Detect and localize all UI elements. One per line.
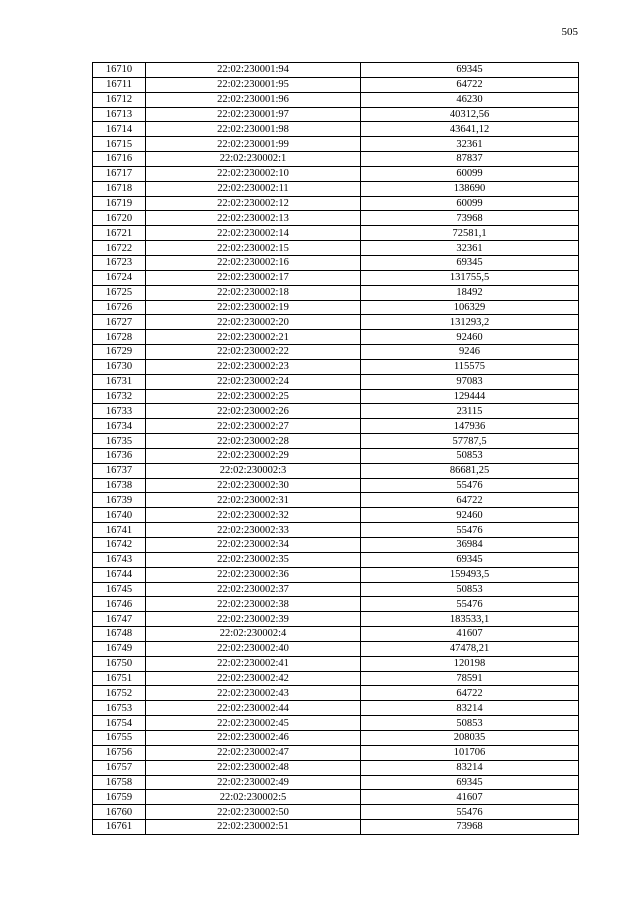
cadastral-number-cell: 22:02:230002:18: [146, 285, 361, 300]
table-row: [93, 92, 579, 107]
table-row: [93, 701, 579, 716]
row-number-cell: 16725: [93, 285, 146, 300]
table-row: [93, 181, 579, 196]
row-number-cell: 16734: [93, 419, 146, 434]
value-cell: 73968: [361, 211, 579, 226]
table-row: [93, 211, 579, 226]
row-number-cell: 16730: [93, 359, 146, 374]
table-row: [93, 508, 579, 523]
cadastral-number-cell: 22:02:230002:37: [146, 582, 361, 597]
cadastral-number-cell: 22:02:230002:26: [146, 404, 361, 419]
cadastral-number-cell: 22:02:230002:43: [146, 686, 361, 701]
row-number-cell: 16711: [93, 77, 146, 92]
table-row: [93, 196, 579, 211]
value-cell: 50853: [361, 716, 579, 731]
row-number-cell: 16727: [93, 315, 146, 330]
value-cell: 60099: [361, 196, 579, 211]
value-cell: 9246: [361, 345, 579, 360]
row-number-cell: 16732: [93, 389, 146, 404]
page-number: 505: [561, 26, 578, 38]
table-row: [93, 612, 579, 627]
row-number-cell: 16731: [93, 374, 146, 389]
table-row: [93, 538, 579, 553]
row-number-cell: 16712: [93, 92, 146, 107]
table-row: [93, 775, 579, 790]
value-cell: 115575: [361, 359, 579, 374]
value-cell: 23115: [361, 404, 579, 419]
cadastral-number-cell: 22:02:230002:51: [146, 820, 361, 835]
table-row: [93, 627, 579, 642]
row-number-cell: 16728: [93, 330, 146, 345]
row-number-cell: 16716: [93, 152, 146, 167]
table-row: [93, 107, 579, 122]
value-cell: 183533,1: [361, 612, 579, 627]
cadastral-number-cell: 22:02:230002:23: [146, 359, 361, 374]
table-row: [93, 597, 579, 612]
value-cell: 32361: [361, 137, 579, 152]
row-number-cell: 16739: [93, 493, 146, 508]
cadastral-number-cell: 22:02:230002:21: [146, 330, 361, 345]
cadastral-number-cell: 22:02:230002:31: [146, 493, 361, 508]
cadastral-number-cell: 22:02:230002:12: [146, 196, 361, 211]
value-cell: 60099: [361, 166, 579, 181]
row-number-cell: 16710: [93, 63, 146, 78]
cadastral-number-cell: 22:02:230002:42: [146, 671, 361, 686]
row-number-cell: 16726: [93, 300, 146, 315]
cadastral-number-cell: 22:02:230002:20: [146, 315, 361, 330]
cadastral-number-cell: 22:02:230002:36: [146, 567, 361, 582]
value-cell: 69345: [361, 775, 579, 790]
value-cell: 87837: [361, 152, 579, 167]
row-number-cell: 16735: [93, 434, 146, 449]
cadastral-number-cell: 22:02:230002:3: [146, 463, 361, 478]
cadastral-number-cell: 22:02:230002:15: [146, 241, 361, 256]
value-cell: 106329: [361, 300, 579, 315]
row-number-cell: 16718: [93, 181, 146, 196]
cadastral-number-cell: 22:02:230002:5: [146, 790, 361, 805]
row-number-cell: 16752: [93, 686, 146, 701]
value-cell: 73968: [361, 820, 579, 835]
value-cell: 97083: [361, 374, 579, 389]
value-cell: 129444: [361, 389, 579, 404]
table-row: [93, 567, 579, 582]
cadastral-number-cell: 22:02:230002:38: [146, 597, 361, 612]
row-number-cell: 16744: [93, 567, 146, 582]
value-cell: 41607: [361, 627, 579, 642]
cadastral-number-cell: 22:02:230002:24: [146, 374, 361, 389]
row-number-cell: 16738: [93, 478, 146, 493]
cadastral-number-cell: 22:02:230002:45: [146, 716, 361, 731]
value-cell: 138690: [361, 181, 579, 196]
table-row: [93, 152, 579, 167]
table-row: [93, 345, 579, 360]
cadastral-number-cell: 22:02:230002:48: [146, 760, 361, 775]
value-cell: 57787,5: [361, 434, 579, 449]
value-cell: 131293,2: [361, 315, 579, 330]
value-cell: 50853: [361, 448, 579, 463]
cadastral-number-cell: 22:02:230002:41: [146, 656, 361, 671]
row-number-cell: 16736: [93, 448, 146, 463]
table-row: [93, 285, 579, 300]
value-cell: 55476: [361, 478, 579, 493]
table-row: [93, 166, 579, 181]
value-cell: 92460: [361, 330, 579, 345]
cadastral-number-cell: 22:02:230002:47: [146, 745, 361, 760]
row-number-cell: 16755: [93, 730, 146, 745]
row-number-cell: 16743: [93, 552, 146, 567]
cadastral-number-cell: 22:02:230001:98: [146, 122, 361, 137]
cadastral-number-cell: 22:02:230002:40: [146, 641, 361, 656]
table-row: [93, 582, 579, 597]
table-row: [93, 241, 579, 256]
cadastral-number-cell: 22:02:230002:34: [146, 538, 361, 553]
row-number-cell: 16751: [93, 671, 146, 686]
table-row: [93, 745, 579, 760]
cadastral-number-cell: 22:02:230002:25: [146, 389, 361, 404]
table-row: [93, 359, 579, 374]
table-row: [93, 805, 579, 820]
value-cell: 69345: [361, 63, 579, 78]
table-row: [93, 404, 579, 419]
cadastral-number-cell: 22:02:230002:17: [146, 270, 361, 285]
cadastral-number-cell: 22:02:230002:28: [146, 434, 361, 449]
row-number-cell: 16722: [93, 241, 146, 256]
value-cell: 64722: [361, 77, 579, 92]
value-cell: 46230: [361, 92, 579, 107]
table-row: [93, 716, 579, 731]
value-cell: 83214: [361, 760, 579, 775]
cadastral-number-cell: 22:02:230001:95: [146, 77, 361, 92]
table-row: [93, 77, 579, 92]
table-row: [93, 389, 579, 404]
table-row: [93, 790, 579, 805]
value-cell: 47478,21: [361, 641, 579, 656]
table-row: [93, 255, 579, 270]
row-number-cell: 16742: [93, 538, 146, 553]
row-number-cell: 16720: [93, 211, 146, 226]
row-number-cell: 16737: [93, 463, 146, 478]
row-number-cell: 16756: [93, 745, 146, 760]
table-row: [93, 463, 579, 478]
row-number-cell: 16759: [93, 790, 146, 805]
cadastral-number-cell: 22:02:230002:50: [146, 805, 361, 820]
row-number-cell: 16746: [93, 597, 146, 612]
table-row: [93, 448, 579, 463]
cadastral-number-cell: 22:02:230002:11: [146, 181, 361, 196]
cadastral-number-cell: 22:02:230002:29: [146, 448, 361, 463]
row-number-cell: 16761: [93, 820, 146, 835]
cadastral-number-cell: 22:02:230002:32: [146, 508, 361, 523]
value-cell: 83214: [361, 701, 579, 716]
cadastral-number-cell: 22:02:230002:27: [146, 419, 361, 434]
row-number-cell: 16741: [93, 523, 146, 538]
value-cell: 41607: [361, 790, 579, 805]
value-cell: 131755,5: [361, 270, 579, 285]
table-row: [93, 730, 579, 745]
value-cell: 55476: [361, 805, 579, 820]
cadastral-number-cell: 22:02:230002:4: [146, 627, 361, 642]
table-row: [93, 641, 579, 656]
value-cell: 64722: [361, 493, 579, 508]
value-cell: 208035: [361, 730, 579, 745]
row-number-cell: 16721: [93, 226, 146, 241]
row-number-cell: 16724: [93, 270, 146, 285]
value-cell: 78591: [361, 671, 579, 686]
value-cell: 40312,56: [361, 107, 579, 122]
table-body: [93, 63, 579, 835]
cadastral-number-cell: 22:02:230002:35: [146, 552, 361, 567]
row-number-cell: 16760: [93, 805, 146, 820]
value-cell: 50853: [361, 582, 579, 597]
table-row: [93, 820, 579, 835]
row-number-cell: 16749: [93, 641, 146, 656]
cadastral-number-cell: 22:02:230001:94: [146, 63, 361, 78]
table-row: [93, 552, 579, 567]
table-row: [93, 226, 579, 241]
table-row: [93, 523, 579, 538]
row-number-cell: 16715: [93, 137, 146, 152]
row-number-cell: 16747: [93, 612, 146, 627]
value-cell: 86681,25: [361, 463, 579, 478]
table-row: [93, 374, 579, 389]
cadastral-number-cell: 22:02:230001:99: [146, 137, 361, 152]
row-number-cell: 16729: [93, 345, 146, 360]
cadastral-number-cell: 22:02:230002:16: [146, 255, 361, 270]
value-cell: 92460: [361, 508, 579, 523]
row-number-cell: 16719: [93, 196, 146, 211]
cadastral-number-cell: 22:02:230002:44: [146, 701, 361, 716]
table-row: [93, 760, 579, 775]
table-row: [93, 300, 579, 315]
value-cell: 69345: [361, 552, 579, 567]
row-number-cell: 16748: [93, 627, 146, 642]
table-row: [93, 656, 579, 671]
cadastral-number-cell: 22:02:230002:33: [146, 523, 361, 538]
cadastral-number-cell: 22:02:230002:14: [146, 226, 361, 241]
row-number-cell: 16733: [93, 404, 146, 419]
table-row: [93, 478, 579, 493]
row-number-cell: 16757: [93, 760, 146, 775]
row-number-cell: 16713: [93, 107, 146, 122]
table-row: [93, 434, 579, 449]
row-number-cell: 16745: [93, 582, 146, 597]
cadastral-number-cell: 22:02:230002:39: [146, 612, 361, 627]
value-cell: 159493,5: [361, 567, 579, 582]
value-cell: 18492: [361, 285, 579, 300]
value-cell: 55476: [361, 597, 579, 612]
row-number-cell: 16717: [93, 166, 146, 181]
value-cell: 55476: [361, 523, 579, 538]
table-row: [93, 493, 579, 508]
cadastral-number-cell: 22:02:230002:10: [146, 166, 361, 181]
value-cell: 101706: [361, 745, 579, 760]
cadastral-number-cell: 22:02:230002:22: [146, 345, 361, 360]
table-row: [93, 63, 579, 78]
table-row: [93, 419, 579, 434]
value-cell: 64722: [361, 686, 579, 701]
table-row: [93, 270, 579, 285]
row-number-cell: 16753: [93, 701, 146, 716]
row-number-cell: 16750: [93, 656, 146, 671]
cadastral-number-cell: 22:02:230002:19: [146, 300, 361, 315]
value-cell: 32361: [361, 241, 579, 256]
value-cell: 147936: [361, 419, 579, 434]
cadastral-number-cell: 22:02:230001:97: [146, 107, 361, 122]
row-number-cell: 16723: [93, 255, 146, 270]
cadastral-value-table: [92, 62, 579, 835]
cadastral-number-cell: 22:02:230002:30: [146, 478, 361, 493]
table-row: [93, 122, 579, 137]
cadastral-number-cell: 22:02:230001:96: [146, 92, 361, 107]
cadastral-number-cell: 22:02:230002:49: [146, 775, 361, 790]
table-row: [93, 137, 579, 152]
table-row: [93, 315, 579, 330]
value-cell: 120198: [361, 656, 579, 671]
value-cell: 43641,12: [361, 122, 579, 137]
row-number-cell: 16740: [93, 508, 146, 523]
value-cell: 69345: [361, 255, 579, 270]
table-row: [93, 330, 579, 345]
cadastral-number-cell: 22:02:230002:1: [146, 152, 361, 167]
value-cell: 72581,1: [361, 226, 579, 241]
row-number-cell: 16714: [93, 122, 146, 137]
table-row: [93, 671, 579, 686]
row-number-cell: 16758: [93, 775, 146, 790]
cadastral-number-cell: 22:02:230002:13: [146, 211, 361, 226]
cadastral-number-cell: 22:02:230002:46: [146, 730, 361, 745]
value-cell: 36984: [361, 538, 579, 553]
row-number-cell: 16754: [93, 716, 146, 731]
table-row: [93, 686, 579, 701]
